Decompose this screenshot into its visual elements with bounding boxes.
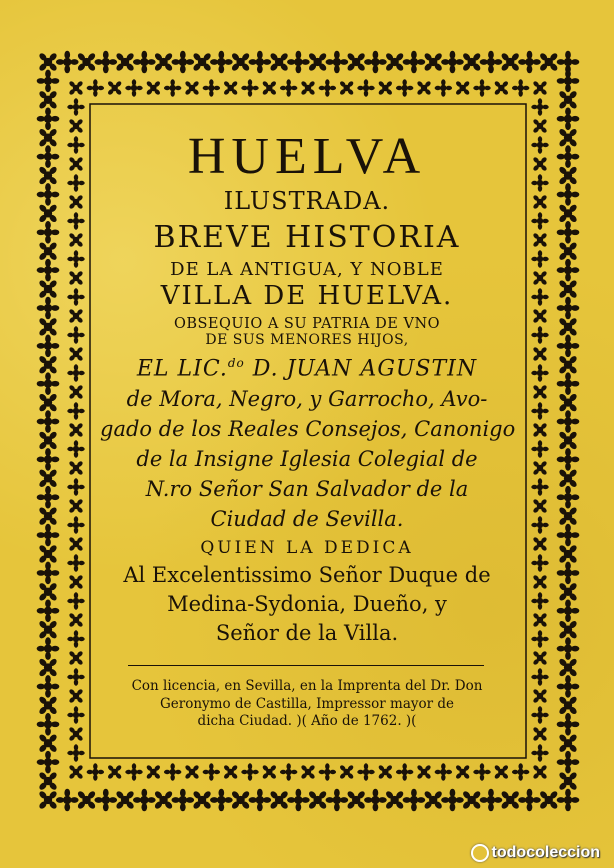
- fleuron-ornament: [539, 790, 559, 810]
- fleuron-ornament: [558, 393, 578, 413]
- fleuron-ornament: [65, 134, 87, 156]
- fleuron-ornament: [554, 559, 582, 587]
- fleuron-ornament: [65, 286, 87, 308]
- fleuron-ornament: [38, 355, 58, 375]
- fleuron-ornament: [558, 241, 578, 261]
- fleuron-ornament: [554, 597, 582, 625]
- fleuron-ornament: [529, 666, 551, 688]
- fleuron-ornament: [529, 362, 551, 384]
- fleuron-ornament: [38, 279, 58, 299]
- fleuron-ornament: [262, 764, 277, 779]
- heading-antigua: DE LA ANTIGUA, Y NOBLE: [170, 259, 444, 280]
- author-line: de Mora, Negro, y Garrocho, Avo-: [126, 386, 488, 411]
- fleuron-ornament: [223, 764, 238, 779]
- fleuron-ornament: [558, 166, 578, 186]
- fleuron-ornament: [462, 52, 482, 72]
- fleuron-ornament: [529, 590, 551, 612]
- fleuron-ornament: [169, 48, 197, 76]
- fleuron-ornament: [529, 96, 551, 118]
- fleuron-ornament: [65, 172, 87, 194]
- author-line: gado de los Reales Consejos, Canonigo: [100, 416, 516, 441]
- dedication-line: Medina-Sydonia, Dueño, y: [167, 591, 447, 616]
- fleuron-ornament: [423, 790, 443, 810]
- fleuron-ornament: [38, 582, 58, 602]
- fleuron-ornament: [323, 48, 351, 76]
- dedication-line: Al Excelentissimo Señor Duque de: [123, 562, 491, 587]
- fleuron-ornament: [423, 52, 443, 72]
- fleuron-ornament: [432, 761, 454, 783]
- fleuron-ornament: [34, 597, 62, 625]
- fleuron-ornament: [378, 80, 393, 95]
- fleuron-ornament: [455, 80, 470, 95]
- fleuron-ornament: [529, 324, 551, 346]
- fleuron-ornament: [115, 52, 135, 72]
- fleuron-ornament: [532, 270, 547, 285]
- fleuron-ornament: [494, 80, 509, 95]
- fleuron-ornament: [34, 748, 62, 776]
- fleuron-ornament: [532, 498, 547, 513]
- fleuron-ornament: [416, 764, 431, 779]
- fleuron-ornament: [539, 52, 559, 72]
- fleuron-ornament: [68, 726, 83, 741]
- fleuron-ornament: [558, 128, 578, 148]
- fleuron-ornament: [558, 695, 578, 715]
- fleuron-ornament: [192, 52, 212, 72]
- fleuron-ornament: [558, 430, 578, 450]
- fleuron-ornament: [68, 232, 83, 247]
- fleuron-ornament: [53, 786, 81, 814]
- fleuron-ornament: [284, 786, 312, 814]
- fleuron-ornament: [529, 476, 551, 498]
- fleuron-ornament: [554, 521, 582, 549]
- fleuron-ornament: [34, 483, 62, 511]
- fleuron-ornament: [154, 52, 174, 72]
- fleuron-ornament: [554, 180, 582, 208]
- fleuron-ornament: [532, 194, 547, 209]
- fleuron-ornament: [346, 790, 366, 810]
- fleuron-ornament: [65, 552, 87, 574]
- fleuron-ornament: [529, 400, 551, 422]
- fleuron-ornament: [38, 430, 58, 450]
- fleuron-ornament: [385, 790, 405, 810]
- fleuron-ornament: [68, 498, 83, 513]
- fleuron-ornament: [477, 48, 505, 76]
- fleuron-ornament: [554, 672, 582, 700]
- fleuron-ornament: [558, 544, 578, 564]
- fleuron-ornament: [532, 764, 547, 779]
- author-name-rest: D. JUAN AGUSTIN: [244, 355, 478, 381]
- fleuron-ornament: [65, 96, 87, 118]
- fleuron-ornament: [532, 232, 547, 247]
- fleuron-ornament: [207, 786, 235, 814]
- fleuron-ornament: [130, 786, 158, 814]
- fleuron-ornament: [558, 771, 578, 791]
- fleuron-ornament: [558, 355, 578, 375]
- fleuron-ornament: [471, 761, 493, 783]
- fleuron-ornament: [65, 514, 87, 536]
- fleuron-ornament: [162, 761, 184, 783]
- fleuron-ornament: [316, 77, 338, 99]
- fleuron-ornament: [308, 790, 328, 810]
- fleuron-ornament: [115, 790, 135, 810]
- fleuron-ornament: [34, 105, 62, 133]
- fleuron-ornament: [76, 52, 96, 72]
- fleuron-ornament: [65, 666, 87, 688]
- heading-villa: VILLA DE HUELVA.: [160, 281, 454, 311]
- fleuron-ornament: [38, 90, 58, 110]
- fleuron-ornament: [38, 317, 58, 337]
- fleuron-ornament: [207, 48, 235, 76]
- fleuron-ornament: [130, 48, 158, 76]
- fleuron-ornament: [558, 658, 578, 678]
- fleuron-ornament: [394, 77, 416, 99]
- fleuron-ornament: [471, 77, 493, 99]
- fleuron-ornament: [438, 48, 466, 76]
- fleuron-ornament: [529, 438, 551, 460]
- fleuron-ornament: [38, 771, 58, 791]
- fleuron-ornament: [68, 422, 83, 437]
- todocoleccion-logo-icon: [471, 844, 489, 862]
- fleuron-ornament: [308, 52, 328, 72]
- fleuron-ornament: [432, 77, 454, 99]
- fleuron-ornament: [554, 786, 582, 814]
- watermark: [471, 844, 600, 862]
- fleuron-ornament: [323, 786, 351, 814]
- lic-superscript: do: [227, 355, 245, 370]
- fleuron-ornament: [532, 118, 547, 133]
- imprint-divider: [128, 665, 484, 666]
- heading-breve-historia: BREVE HISTORIA: [153, 220, 461, 255]
- fleuron-ornament: [510, 761, 532, 783]
- fleuron-ornament: [554, 105, 582, 133]
- fleuron-ornament: [554, 370, 582, 398]
- fleuron-ornament: [38, 52, 58, 72]
- fleuron-ornament: [529, 552, 551, 574]
- fleuron-ornament: [532, 346, 547, 361]
- fleuron-ornament: [269, 52, 289, 72]
- fleuron-ornament: [68, 764, 83, 779]
- fleuron-ornament: [554, 407, 582, 435]
- fleuron-ornament: [92, 786, 120, 814]
- fleuron-ornament: [532, 80, 547, 95]
- fleuron-ornament: [65, 742, 87, 764]
- imprint-line: Con licencia, en Sevilla, en la Imprenta del Dr. Don: [131, 678, 483, 694]
- fleuron-ornament: [68, 536, 83, 551]
- fleuron-ornament: [68, 688, 83, 703]
- fleuron-ornament: [529, 628, 551, 650]
- fleuron-ornament: [76, 790, 96, 810]
- fleuron-ornament: [400, 786, 428, 814]
- fleuron-ornament: [68, 384, 83, 399]
- fleuron-ornament: [68, 612, 83, 627]
- fleuron-ornament: [38, 506, 58, 526]
- fleuron-ornament: [68, 194, 83, 209]
- watermark-text: todocoleccion: [491, 844, 600, 861]
- fleuron-ornament: [34, 445, 62, 473]
- fleuron-ornament: [84, 77, 106, 99]
- fleuron-ornament: [34, 332, 62, 360]
- fleuron-ornament: [34, 256, 62, 284]
- fleuron-ornament: [65, 628, 87, 650]
- fleuron-ornament: [529, 172, 551, 194]
- fleuron-ornament: [462, 790, 482, 810]
- fleuron-ornament: [558, 203, 578, 223]
- fleuron-ornament: [532, 460, 547, 475]
- menores-line: DE SUS MENORES HIJOS,: [205, 331, 409, 348]
- fleuron-ornament: [92, 48, 120, 76]
- fleuron-ornament: [532, 726, 547, 741]
- fleuron-ornament: [68, 118, 83, 133]
- fleuron-ornament: [38, 544, 58, 564]
- fleuron-ornament: [532, 384, 547, 399]
- fleuron-ornament: [361, 786, 389, 814]
- fleuron-ornament: [554, 218, 582, 246]
- fleuron-ornament: [515, 786, 543, 814]
- fleuron-ornament: [239, 761, 261, 783]
- fleuron-ornament: [38, 241, 58, 261]
- title-block: [100, 125, 514, 665]
- fleuron-ornament: [339, 80, 354, 95]
- fleuron-ornament: [494, 764, 509, 779]
- fleuron-ornament: [146, 80, 161, 95]
- fleuron-ornament: [532, 650, 547, 665]
- fleuron-ornament: [278, 761, 300, 783]
- fleuron-ornament: [554, 294, 582, 322]
- fleuron-ornament: [65, 438, 87, 460]
- fleuron-ornament: [554, 332, 582, 360]
- fleuron-ornament: [184, 764, 199, 779]
- fleuron-ornament: [532, 574, 547, 589]
- fleuron-ornament: [554, 445, 582, 473]
- fleuron-ornament: [34, 370, 62, 398]
- author-line: Ciudad de Sevilla.: [210, 506, 404, 531]
- fleuron-ornament: [300, 80, 315, 95]
- fleuron-ornament: [34, 180, 62, 208]
- fleuron-ornament: [162, 77, 184, 99]
- fleuron-ornament: [223, 80, 238, 95]
- fleuron-ornament: [169, 786, 197, 814]
- fleuron-ornament: [123, 77, 145, 99]
- dedication-line: Señor de la Villa.: [215, 620, 399, 645]
- fleuron-ornament: [529, 742, 551, 764]
- fleuron-ornament: [529, 248, 551, 270]
- fleuron-ornament: [65, 590, 87, 612]
- fleuron-ornament: [68, 308, 83, 323]
- quien-la-dedica: QUIEN LA DEDICA: [200, 537, 414, 558]
- fleuron-ornament: [154, 790, 174, 810]
- imprint-line: Geronymo de Castilla, Impressor mayor de: [159, 695, 455, 712]
- fleuron-ornament: [554, 256, 582, 284]
- fleuron-ornament: [239, 77, 261, 99]
- fleuron-ornament: [532, 536, 547, 551]
- fleuron-ornament: [68, 460, 83, 475]
- fleuron-ornament: [558, 468, 578, 488]
- fleuron-ornament: [65, 324, 87, 346]
- fleuron-ornament: [300, 764, 315, 779]
- fleuron-ornament: [34, 142, 62, 170]
- fleuron-ornament: [532, 422, 547, 437]
- fleuron-ornament: [84, 761, 106, 783]
- fleuron-ornament: [529, 286, 551, 308]
- fleuron-ornament: [200, 77, 222, 99]
- fleuron-ornament: [38, 203, 58, 223]
- fleuron-ornament: [554, 748, 582, 776]
- fleuron-ornament: [34, 407, 62, 435]
- fleuron-ornament: [146, 764, 161, 779]
- fleuron-ornament: [262, 80, 277, 95]
- fleuron-ornament: [34, 710, 62, 738]
- fleuron-ornament: [38, 790, 58, 810]
- fleuron-ornament: [38, 658, 58, 678]
- fleuron-ornament: [532, 156, 547, 171]
- fleuron-ornament: [346, 52, 366, 72]
- fleuron-ornament: [38, 393, 58, 413]
- fleuron-ornament: [38, 733, 58, 753]
- fleuron-ornament: [68, 156, 83, 171]
- fleuron-ornament: [416, 80, 431, 95]
- fleuron-ornament: [532, 612, 547, 627]
- fleuron-ornament: [284, 48, 312, 76]
- fleuron-ornament: [38, 166, 58, 186]
- fleuron-ornament: [558, 733, 578, 753]
- fleuron-ornament: [184, 80, 199, 95]
- fleuron-ornament: [554, 710, 582, 738]
- fleuron-ornament: [400, 48, 428, 76]
- fleuron-ornament: [455, 764, 470, 779]
- fleuron-ornament: [38, 620, 58, 640]
- main-title: HUELVA: [187, 128, 427, 185]
- imprint-block: [100, 676, 514, 729]
- fleuron-ornament: [515, 48, 543, 76]
- fleuron-ornament: [529, 514, 551, 536]
- fleuron-ornament: [246, 786, 274, 814]
- author-line: de la Insigne Iglesia Colegial de: [136, 446, 478, 471]
- fleuron-ornament: [554, 67, 582, 95]
- fleuron-ornament: [38, 468, 58, 488]
- imprint-line: dicha Ciudad. )( Año de 1762. )(: [197, 713, 417, 729]
- fleuron-ornament: [192, 790, 212, 810]
- fleuron-ornament: [65, 704, 87, 726]
- fleuron-ornament: [278, 77, 300, 99]
- fleuron-ornament: [558, 317, 578, 337]
- fleuron-ornament: [558, 279, 578, 299]
- fleuron-ornament: [231, 790, 251, 810]
- fleuron-ornament: [355, 77, 377, 99]
- fleuron-ornament: [385, 52, 405, 72]
- fleuron-ornament: [34, 634, 62, 662]
- fleuron-ornament: [68, 80, 83, 95]
- fleuron-ornament: [394, 761, 416, 783]
- fleuron-ornament: [68, 650, 83, 665]
- fleuron-ornament: [68, 574, 83, 589]
- fleuron-ornament: [269, 790, 289, 810]
- fleuron-ornament: [532, 688, 547, 703]
- fleuron-ornament: [554, 483, 582, 511]
- obsequio-line: OBSEQUIO A SU PATRIA DE VNO: [173, 316, 441, 332]
- fleuron-ornament: [34, 67, 62, 95]
- fleuron-ornament: [65, 362, 87, 384]
- fleuron-ornament: [200, 761, 222, 783]
- fleuron-ornament: [65, 248, 87, 270]
- lic-prefix: EL LIC.: [136, 355, 228, 381]
- fleuron-ornament: [123, 761, 145, 783]
- fleuron-ornament: [529, 210, 551, 232]
- fleuron-ornament: [34, 294, 62, 322]
- author-name: [100, 357, 514, 380]
- fleuron-ornament: [378, 764, 393, 779]
- fleuron-ornament: [361, 48, 389, 76]
- fleuron-ornament: [554, 634, 582, 662]
- fleuron-ornament: [529, 704, 551, 726]
- fleuron-ornament: [107, 80, 122, 95]
- fleuron-ornament: [34, 559, 62, 587]
- fleuron-ornament: [510, 77, 532, 99]
- fleuron-ornament: [355, 761, 377, 783]
- fleuron-ornament: [34, 218, 62, 246]
- fleuron-ornament: [107, 764, 122, 779]
- fleuron-ornament: [68, 346, 83, 361]
- fleuron-ornament: [558, 582, 578, 602]
- fleuron-ornament: [532, 308, 547, 323]
- fleuron-ornament: [34, 672, 62, 700]
- fleuron-ornament: [529, 134, 551, 156]
- author-line: N.ro Señor San Salvador de la: [145, 476, 469, 501]
- fleuron-ornament: [65, 400, 87, 422]
- fleuron-ornament: [477, 786, 505, 814]
- fleuron-ornament: [34, 521, 62, 549]
- fleuron-ornament: [68, 270, 83, 285]
- subtitle: ILUSTRADA.: [223, 187, 391, 215]
- fleuron-ornament: [339, 764, 354, 779]
- fleuron-ornament: [558, 620, 578, 640]
- fleuron-ornament: [231, 52, 251, 72]
- fleuron-ornament: [246, 48, 274, 76]
- fleuron-ornament: [38, 695, 58, 715]
- fleuron-ornament: [500, 52, 520, 72]
- fleuron-ornament: [53, 48, 81, 76]
- fleuron-ornament: [38, 128, 58, 148]
- fleuron-ornament: [500, 790, 520, 810]
- fleuron-ornament: [558, 506, 578, 526]
- fleuron-ornament: [438, 786, 466, 814]
- fleuron-ornament: [65, 476, 87, 498]
- fleuron-ornament: [558, 90, 578, 110]
- fleuron-ornament: [65, 210, 87, 232]
- fleuron-ornament: [554, 142, 582, 170]
- fleuron-ornament: [316, 761, 338, 783]
